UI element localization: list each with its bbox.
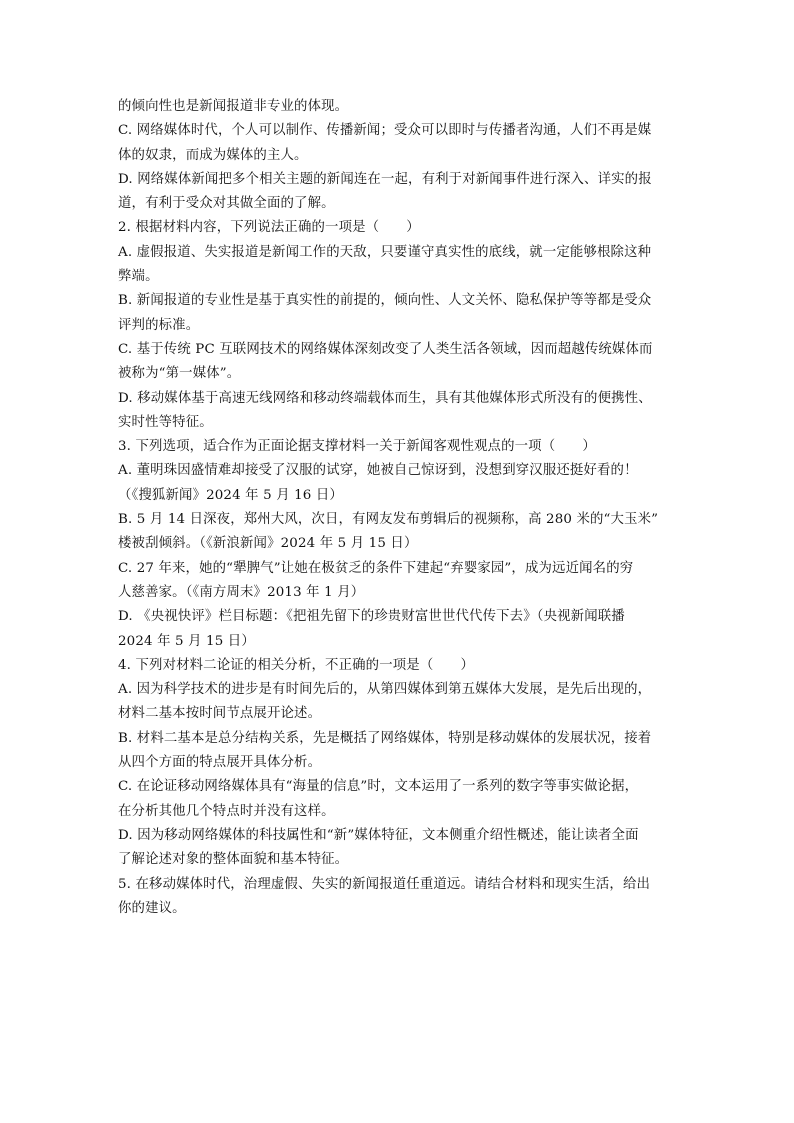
text-line: 材料二基本按时间节点展开论述。: [118, 706, 322, 722]
question-3: 3. 下列选项，适合作为正面论据支撑材料一关于新闻客观性观点的一项（ ）: [118, 439, 596, 455]
option-d-line: D. 因为移动网络媒体的科技属性和“新”媒体特征，文本侧重介绍性概述，能让读者全面: [118, 827, 639, 843]
option-b-line: B. 5 月 14 日深夜，郑州大风，次日，有网友发布剪辑后的视频称，高 280 米的“大玉米”: [118, 512, 659, 528]
option-c-line: C. 网络媒体时代，个人可以制作、传播新闻；受众可以即时与传播者沟通，人们不再是媒: [118, 123, 652, 139]
question-4: 4. 下列对材料二论证的相关分析，不正确的一项是（ ）: [118, 657, 474, 673]
text-line: 了解论述对象的整体面貌和基本特征。: [118, 852, 349, 868]
text-line: 的倾向性也是新闻报道非专业的体现。: [118, 99, 349, 114]
document-page: [118, 95, 678, 921]
option-d-line: D. 网络媒体新闻把多个相关主题的新闻连在一起，有利于对新闻事件进行深入、详实的报: [118, 171, 652, 187]
text-line: 2024 年 5 月 15 日）: [118, 633, 255, 649]
text-line: 弊端。: [118, 269, 159, 285]
text-line: 被称为“第一媒体”。: [118, 366, 241, 382]
question-2: 2. 根据材料内容，下列说法正确的一项是（ ）: [118, 220, 420, 236]
option-d-line: D. 《央视快评》栏目标题：《把祖先留下的珍贵财富世世代代传下去》（央视新闻联播: [118, 609, 625, 625]
option-c-line: C. 27 年来，她的“犟脾气”让她在极贫乏的条件下建起“弃婴家园”，成为远近闻名的穷: [118, 560, 634, 576]
text-line: 楼被刮倾斜。（《新浪新闻》2024 年 5 月 15 日）: [118, 536, 418, 552]
text-line: 实时性等特征。: [118, 414, 213, 430]
text-line: 你的建议。: [118, 900, 186, 916]
option-d-line: D. 移动媒体基于高速无线网络和移动终端载体而生，具有其他媒体形式所没有的便携性、: [118, 390, 652, 406]
question-5: 5. 在移动媒体时代，治理虚假、失实的新闻报道任重道远。请结合材料和现实生活，给出: [118, 876, 651, 892]
option-c-line: C. 在论证移动网络媒体具有“海量的信息”时，文本运用了一系列的数字等事实做论据，: [118, 779, 639, 795]
text-line: 人慈善家。（《南方周末》2013 年 1 月）: [118, 584, 365, 600]
text-line: （《搜狐新闻》2024 年 5 月 16 日）: [118, 487, 343, 503]
option-a-line: A. 董明珠因盛情难却接受了汉服的试穿，她被自己惊讶到，没想到穿汉服还挺好看的！: [118, 463, 638, 479]
text-line: 体的奴隶，而成为媒体的主人。: [118, 147, 308, 163]
text-line: 道，有利于受众对其做全面的了解。: [118, 196, 335, 212]
option-b-line: B. 材料二基本是总分结构关系，先是概括了网络媒体，特别是移动媒体的发展状况，接着: [118, 730, 652, 746]
option-c-line: C. 基于传统 PC 互联网技术的网络媒体深刻改变了人类生活各领域，因而超越传统媒体而: [118, 341, 653, 357]
text-line: 在分析其他几个特点时并没有这样。: [118, 803, 335, 819]
option-a-line: A. 因为科学技术的进步是有时间先后的，从第四媒体到第五媒体大发展，是先后出现的，: [118, 682, 652, 698]
option-a-line: A. 虚假报道、失实报道是新闻工作的天敌，只要谨守真实性的底线，就一定能够根除这种: [118, 244, 652, 260]
option-b-line: B. 新闻报道的专业性是基于真实性的前提的，倾向性、人文关怀、隐私保护等等都是受众: [118, 293, 652, 309]
text-line: 评判的标准。: [118, 317, 200, 333]
text-line: 从四个方面的特点展开具体分析。: [118, 755, 322, 771]
